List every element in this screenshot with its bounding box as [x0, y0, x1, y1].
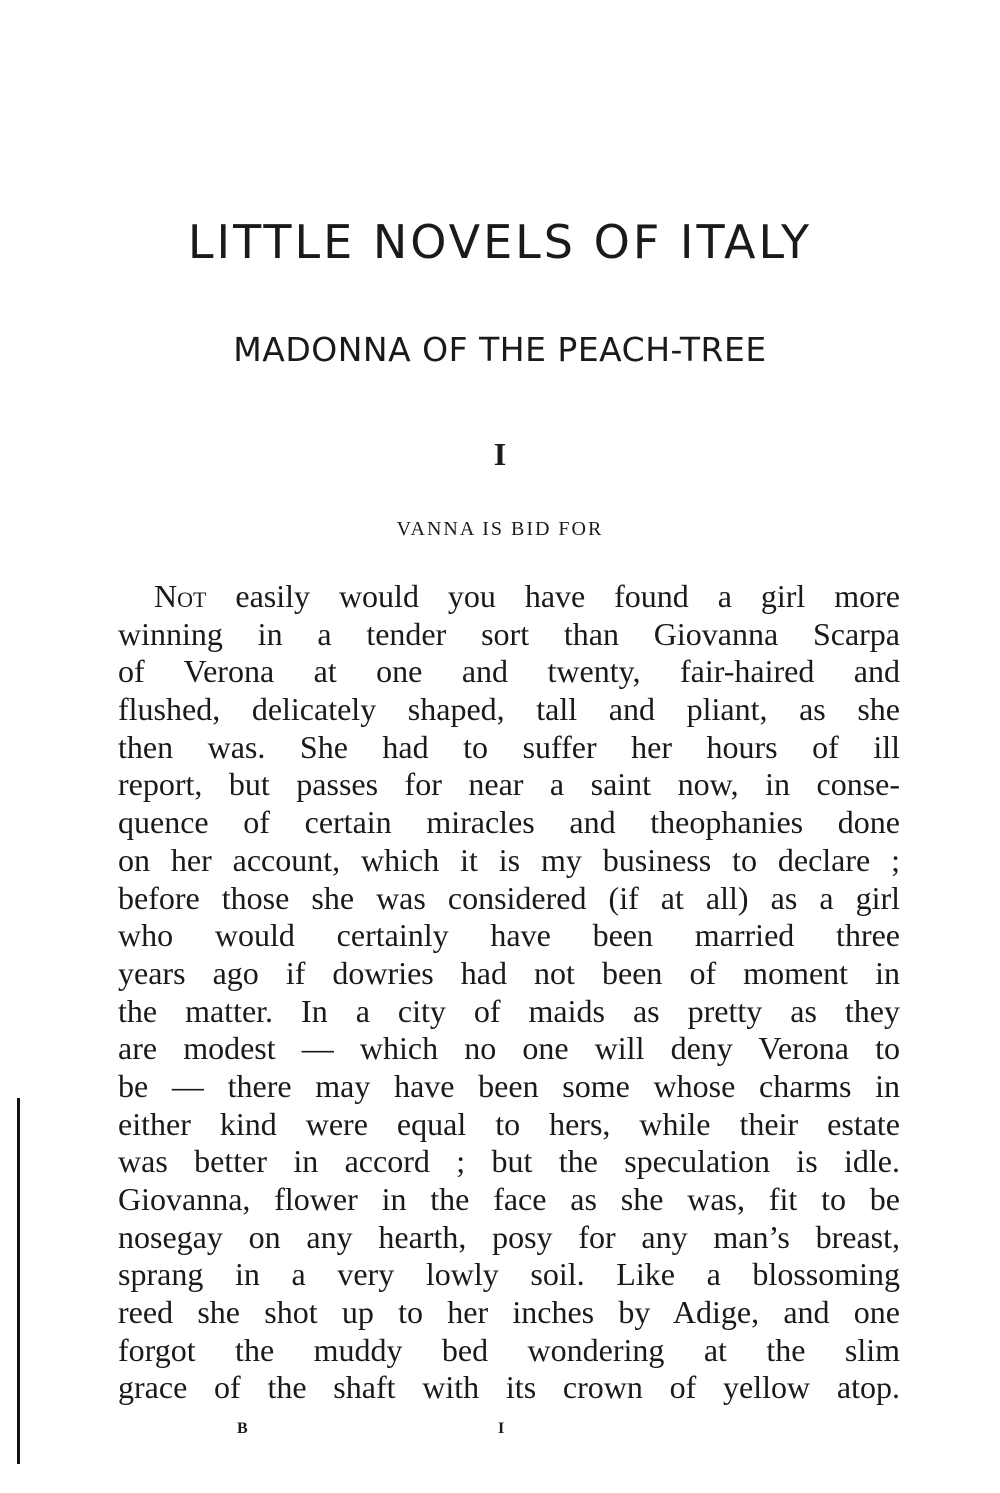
text-line: winning in a tender sort than Giovanna Scarpa [118, 615, 900, 652]
text-line: was better in accord ; but the speculation is idle. [118, 1143, 900, 1180]
text-line: years ago if dowries had not been of moment in [118, 954, 900, 991]
margin-scan-line [17, 1098, 20, 1464]
text-line: either kind were equal to hers, while their estate [118, 1105, 900, 1142]
text-line: nosegay on any hearth, posy for any man’s breast, [118, 1218, 900, 1255]
book-title: LITTLE NOVELS OF ITALY [187, 215, 813, 269]
body-text [118, 578, 900, 1407]
text-line: grace of the shaft with its crown of yellow atop. [118, 1369, 900, 1406]
lead-word: Not [154, 578, 207, 614]
page-footer [0, 1420, 1000, 1450]
text-line: be — there may have been some whose charms in [118, 1067, 900, 1104]
text-line: forgot the muddy bed wondering at the slim [118, 1331, 900, 1368]
text-line: who would certainly have been married three [118, 917, 900, 954]
text-line: flushed, delicately shaped, tall and pliant, as she [118, 691, 900, 728]
text-line: report, but passes for near a saint now, in conse- [118, 766, 900, 803]
chapter-title: VANNA IS BID FOR [396, 518, 604, 540]
text-line [118, 578, 900, 616]
text-line: the matter. In a city of maids as pretty as they [118, 992, 900, 1029]
signature-mark: B [237, 1420, 248, 1437]
chapter-number: I [493, 436, 507, 472]
text-line: are modest — which no one will deny Verona to [118, 1030, 900, 1067]
text-line: Giovanna, flower in the face as she was, fit to be [118, 1181, 900, 1217]
text-line: quence of certain miracles and theophanies done [118, 804, 900, 841]
text-line: reed she shot up to her inches by Adige, and one [118, 1294, 900, 1331]
text-line: of Verona at one and twenty, fair-haired and [118, 653, 900, 690]
text-line: on her account, which it is my business to declare ; [118, 841, 900, 878]
page-number: I [498, 1420, 505, 1437]
text-line-content: easily would you have found a girl more [206, 578, 900, 614]
story-title: MADONNA OF THE PEACH-TREE [233, 330, 767, 369]
text-line: sprang in a very lowly soil. Like a blossoming [118, 1256, 900, 1293]
text-line: before those she was considered (if at all) as a girl [118, 879, 900, 916]
text-line: then was. She had to suffer her hours of ill [118, 728, 900, 765]
